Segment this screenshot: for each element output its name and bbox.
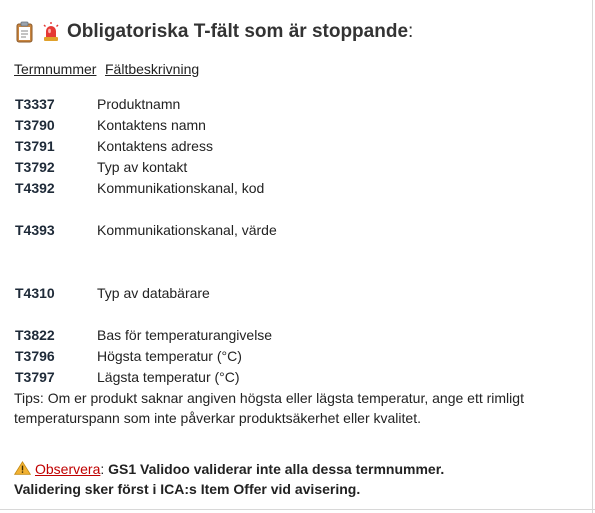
tips-text: Tips: Om er produkt saknar angiven högsta eller lägsta temperatur, ange ett rimligt temperaturspann som inte påverkar produktsäkerhet eller kvalitet. <box>14 390 524 426</box>
term-description: Kontaktens adress <box>97 138 213 154</box>
term-code: T4310 <box>15 285 55 301</box>
term-description: Lägsta temperatur (°C) <box>97 369 240 385</box>
term-code: T3796 <box>15 348 55 364</box>
term-description: Högsta temperatur (°C) <box>97 348 242 364</box>
term-description: Typ av kontakt <box>97 159 188 175</box>
term-description: Typ av databärare <box>97 285 210 301</box>
term-code: T4393 <box>15 222 55 238</box>
column-header-description: Fältbeskrivning <box>105 61 200 77</box>
observe-link[interactable]: Observera <box>35 461 101 477</box>
observe-separator: : <box>100 461 109 477</box>
observe-note <box>14 459 584 499</box>
term-description: Bas för temperaturangivelse <box>97 327 273 343</box>
term-description: Kommunikationskanal, kod <box>97 180 265 196</box>
term-description: Kontaktens namn <box>97 117 206 133</box>
term-code: T3791 <box>15 138 55 154</box>
alarm-light-icon <box>41 21 61 43</box>
term-code: T3797 <box>15 369 55 385</box>
observe-text-line2: Validering sker först i ICA:s Item Offer vid avisering. <box>14 481 361 497</box>
page-title <box>15 21 413 43</box>
warning-icon <box>14 460 31 474</box>
page-title-text: Obligatoriska T-fält som är stoppande <box>67 21 409 42</box>
term-code: T4392 <box>15 180 55 196</box>
observe-text-line1: GS1 Validoo validerar inte alla dessa termnummer. <box>108 461 445 477</box>
term-code: T3337 <box>15 96 55 112</box>
page-title-colon: : <box>408 21 414 42</box>
term-code: T3792 <box>15 159 55 175</box>
column-header-code: Termnummer <box>14 61 97 77</box>
term-code: T3822 <box>15 327 55 343</box>
term-code: T3790 <box>15 117 55 133</box>
term-description: Produktnamn <box>97 96 181 112</box>
bottom-divider <box>0 509 595 510</box>
term-description: Kommunikationskanal, värde <box>97 222 277 238</box>
right-divider <box>592 0 593 513</box>
clipboard-icon <box>15 21 35 43</box>
